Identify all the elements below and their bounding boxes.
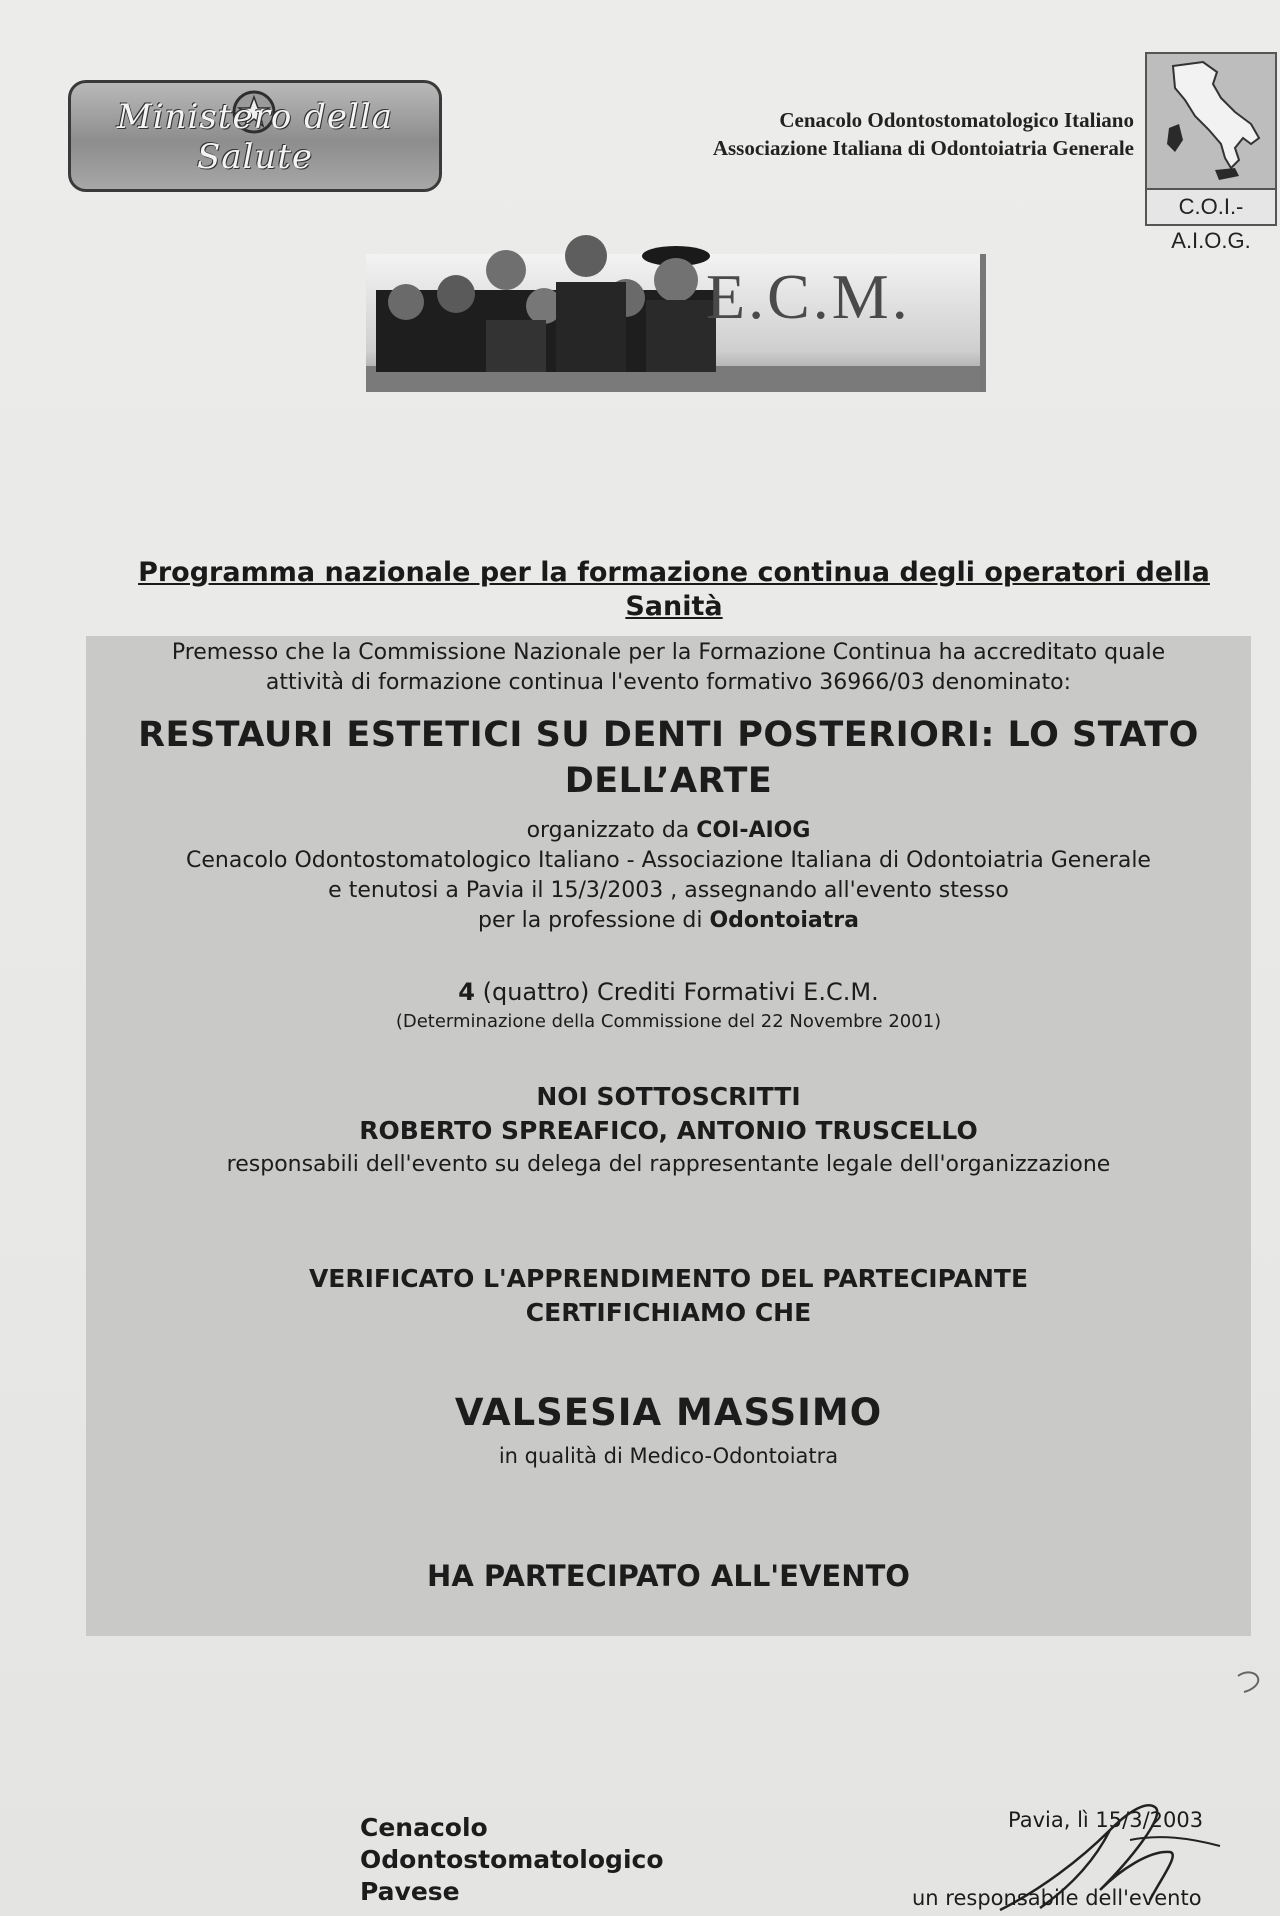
organizer-prefix: organizzato da: [526, 818, 697, 843]
organizer-paragraph: [86, 816, 1251, 936]
footer-org-line1: Cenacolo: [360, 1813, 488, 1842]
profession-name: Odontoiatra: [709, 908, 859, 933]
ecm-banner: [366, 220, 980, 392]
place-and-date: Pavia, lì 15/3/2003: [1008, 1808, 1204, 1832]
signatories-heading: NOI SOTTOSCRITTI: [536, 1082, 801, 1111]
signatories-role: responsabili dell'evento su delega del rappresentante legale dell'organizzazione: [226, 1152, 1111, 1177]
event-title-line1: RESTAURI ESTETICI SU DENTI POSTERIORI: LO STATO: [138, 715, 1199, 755]
ministero-salute-logo: [68, 80, 442, 192]
determination-note: (Determinazione della Commissione del 22 Novembre 2001): [395, 1011, 942, 1032]
footer-org-line2: Odontostomatologico: [360, 1845, 664, 1874]
association-header: [713, 106, 1134, 162]
organizer-line2: Cenacolo Odontostomatologico Italiano - Associazione Italiana di Odontoiatria Generale: [186, 848, 1151, 873]
credits-number: 4: [458, 978, 475, 1006]
ministero-salute-text: Ministero della Salute: [116, 97, 394, 177]
coi-aiog-logo: [1145, 52, 1277, 253]
group-portrait-image: [376, 220, 716, 372]
organizer-name: COI-AIOG: [696, 818, 811, 843]
footer-org-line3: Pavese: [360, 1877, 460, 1906]
pen-mark-icon: [1234, 1666, 1264, 1696]
event-responsible-caption: un responsabile dell'evento: [912, 1886, 1202, 1910]
footer-organization: [360, 1812, 664, 1908]
credits-line: [86, 976, 1251, 1008]
premise-paragraph: [86, 638, 1251, 698]
organizer-line1: [86, 816, 1251, 846]
premise-line2: attività di formazione continua l'evento formativo 36966/03 denominato:: [265, 670, 1072, 695]
event-title-line2: DELL’ARTE: [564, 761, 773, 801]
coi-aiog-logo-label: C.O.I.-A.I.O.G.: [1147, 188, 1275, 224]
profession-prefix: per la professione di: [478, 908, 710, 933]
program-heading-line1: Programma nazionale per la formazione continua degli operatori della: [138, 557, 1210, 588]
association-name-line1: Cenacolo Odontostomatologico Italiano: [779, 108, 1134, 132]
program-heading: [94, 556, 1254, 624]
participant-qualification: in qualità di Medico-Odontoiatra: [498, 1444, 839, 1468]
italy-map-icon: [1155, 58, 1265, 184]
association-name-line2: Associazione Italiana di Odontoiatria Generale: [712, 136, 1134, 160]
premise-line1: Premesso che la Commissione Nazionale per la Formazione Continua ha accreditato quale: [171, 640, 1166, 665]
verification-statement: [86, 1262, 1251, 1330]
verification-line1: VERIFICATO L'APPRENDIMENTO DEL PARTECIPANTE: [308, 1264, 1029, 1293]
credits-text: (quattro) Crediti Formativi E.C.M.: [474, 978, 879, 1006]
signatories-block: [86, 1080, 1251, 1148]
organizer-line3: e tenutosi a Pavia il 15/3/2003 , assegnando all'evento stesso: [328, 878, 1009, 903]
ecm-banner-label: E.C.M.: [706, 261, 911, 332]
signatories-names: ROBERTO SPREAFICO, ANTONIO TRUSCELLO: [359, 1116, 978, 1145]
event-title: [86, 712, 1251, 804]
profession-line: [86, 906, 1251, 936]
verification-line2: CERTIFICHIAMO CHE: [525, 1298, 812, 1327]
program-heading-line2: Sanità: [625, 591, 723, 622]
participant-name: VALSESIA MASSIMO: [454, 1391, 883, 1434]
participation-statement: HA PARTECIPATO ALL'EVENTO: [427, 1559, 910, 1593]
